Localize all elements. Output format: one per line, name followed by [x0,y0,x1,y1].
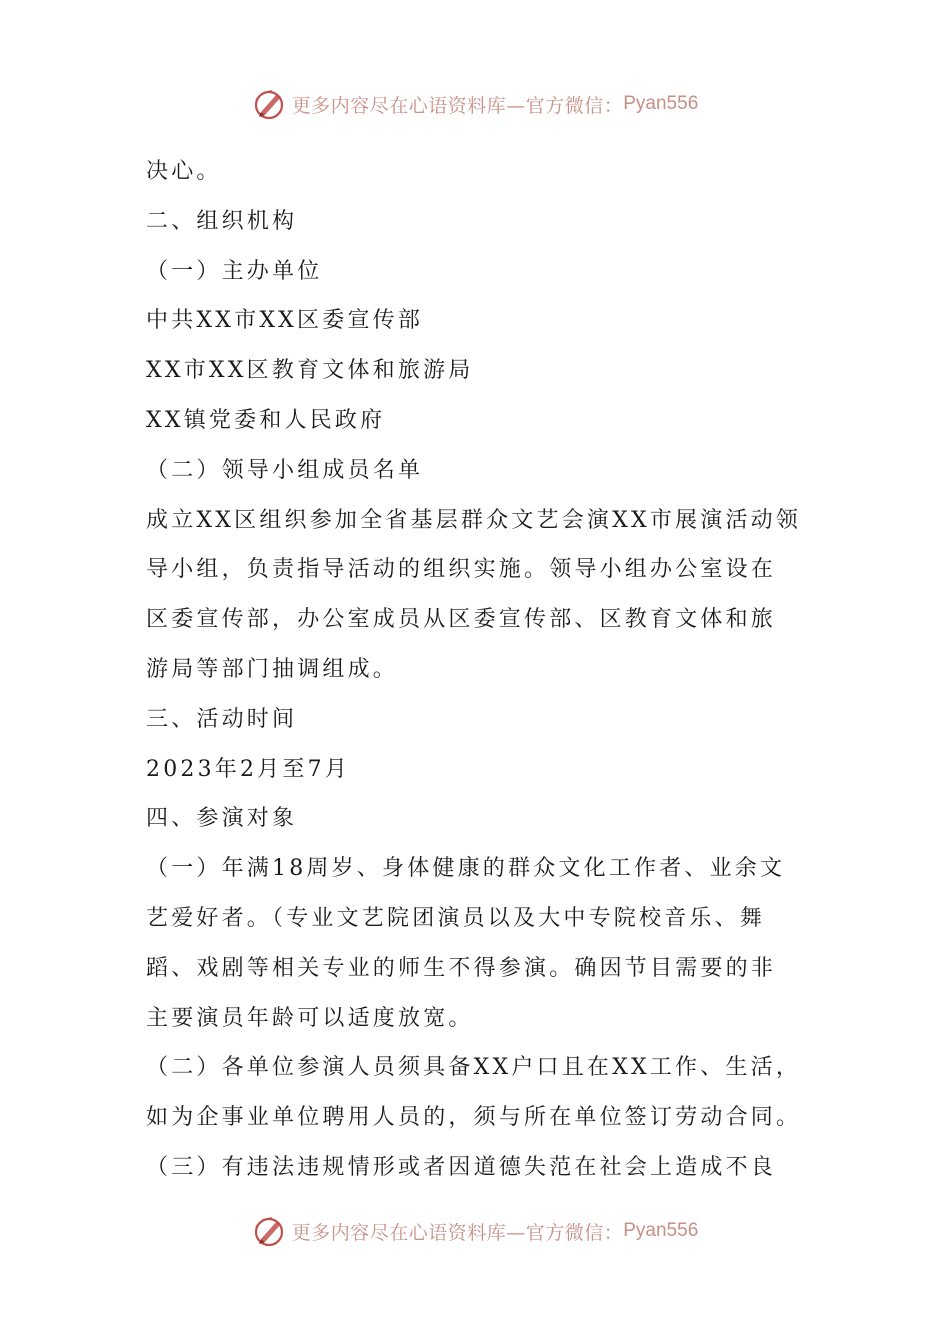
text-line: 2023年2月至7月 [146,756,350,782]
watermark-text: 更多内容尽在心语资料库—官方微信： [291,1221,624,1244]
text-line: XX镇党委和人民政府 [146,407,386,433]
section-heading: 二、组织机构 [146,208,298,234]
text-line: 中共XX市XX区委宣传部 [146,308,424,334]
text-line: 成立XX区组织参加全省基层群众文艺会演XX市展演活动领 [146,507,802,533]
text-line: 决心。 [146,159,222,184]
watermark-wechat-id: Pyan556 [623,93,699,114]
subsection-heading: （一）主办单位 [146,258,323,284]
text-line: XX市XX区教育文体和旅游局 [146,358,474,384]
watermark-text: 更多内容尽在心语资料库—官方微信： [291,94,624,117]
text-line: 导小组，负责指导活动的组织实施。领导小组办公室设在 [146,557,777,583]
document-body [146,147,808,1193]
header-watermark [0,84,950,124]
subsection-heading: （二）领导小组成员名单 [146,457,424,483]
footer-watermark [0,1211,950,1251]
pen-logo-icon [252,86,288,122]
text-line: （一）年满18周岁、身体健康的群众文化工作者、业余文 [146,856,786,882]
text-line: 游局等部门抽调组成。 [146,656,399,682]
text-line: 如为企事业单位聘用人员的，须与所在单位签订劳动合同。 [146,1105,802,1131]
watermark-wechat-id: Pyan556 [623,1220,699,1241]
text-line: 区委宣传部，办公室成员从区委宣传部、区教育文体和旅 [146,607,777,633]
text-line: 艺爱好者。（专业文艺院团演员以及大中专院校音乐、舞 [146,905,766,931]
text-line: （三）有违法违规情形或者因道德失范在社会上造成不良 [146,1154,777,1180]
section-heading: 四、参演对象 [146,806,298,832]
text-line: 主要演员年龄可以适度放宽。 [146,1005,474,1031]
text-line: （二）各单位参演人员须具备XX户口且在XX工作、生活， [146,1055,802,1081]
section-heading: 三、活动时间 [146,706,298,732]
text-line: 蹈、戏剧等相关专业的师生不得参演。确因节目需要的非 [146,955,777,981]
pen-logo-icon [252,1213,288,1249]
